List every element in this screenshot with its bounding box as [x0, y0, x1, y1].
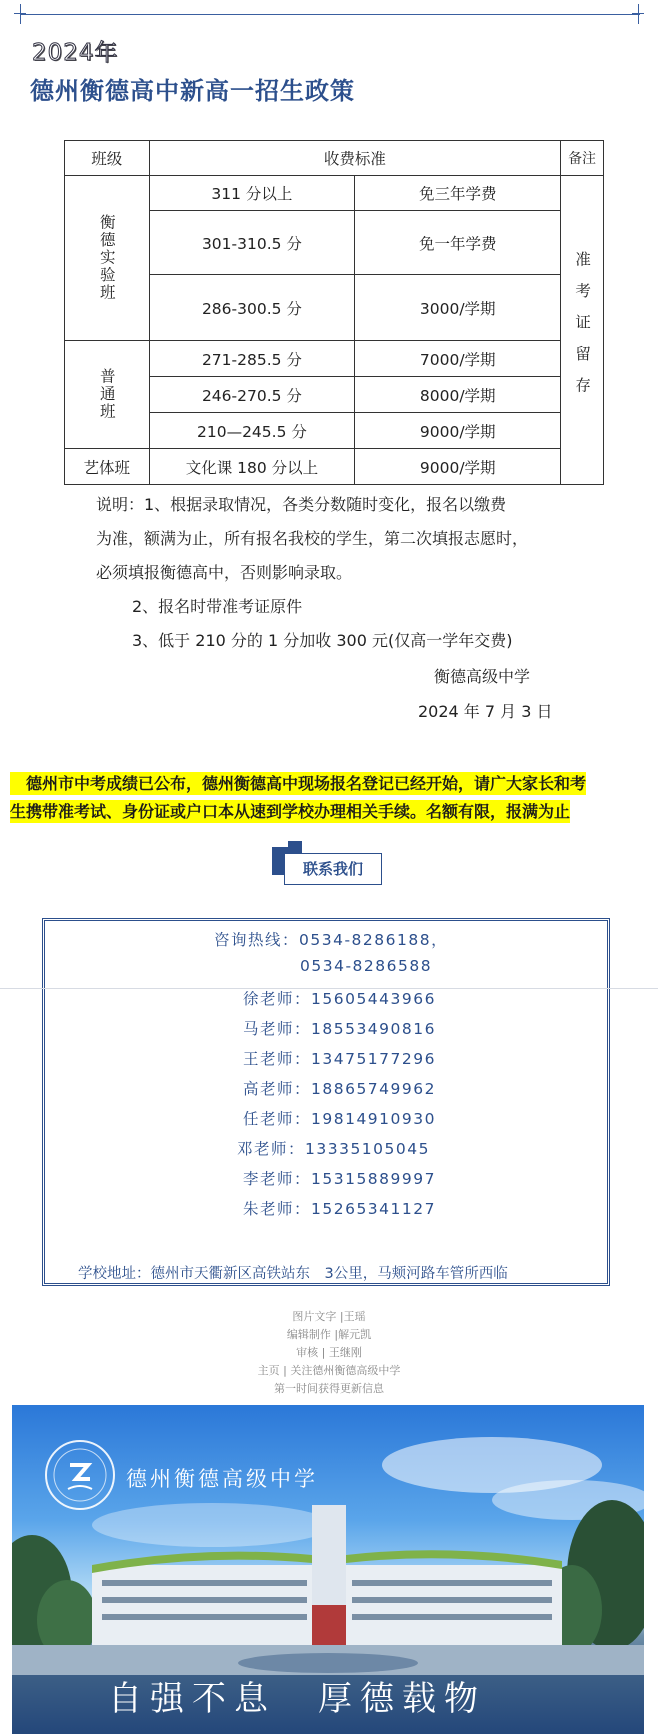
announcement-line: 生携带准考试、身份证或户口本从速到学校办理相关手续。名额有限，报满为止 — [10, 802, 571, 821]
table-header-row — [65, 141, 604, 176]
note-line: 3、低于 210 分的 1 分加收 300 元(仅高一学年交费) — [132, 631, 513, 650]
header-rule-cross-left — [14, 13, 26, 14]
fee-table — [64, 140, 604, 485]
header-rule-cross-right — [632, 13, 644, 14]
remark-label: 准考证留存 — [573, 251, 592, 409]
credit-line: 第一时间获得更新信息 — [274, 1382, 384, 1395]
banner-school-name: 德州衡德高级中学 — [126, 1467, 318, 1491]
table-row — [65, 449, 604, 485]
decor-square — [272, 863, 284, 875]
header-remark: 备注 — [561, 141, 604, 176]
remark-cell — [561, 176, 604, 485]
page-title: 德州衡德高中新高一招生政策 — [30, 77, 355, 105]
header-rule-tick-left — [20, 4, 21, 24]
credits — [0, 1308, 658, 1398]
banner-motto: 自强不息 厚德载物 — [108, 1679, 486, 1719]
hotline-line: 咨询热线：0534-8286188， — [214, 931, 449, 949]
note-line: 必须填报衡德高中，否则影响录取。 — [96, 563, 353, 582]
table-row — [65, 341, 604, 377]
school-address: 学校地址：德州市天衢新区高铁站东 3公里，马颊河路车管所西临 — [78, 1266, 508, 1282]
score-cell: 311 分以上 — [149, 176, 355, 211]
teacher-phone: 高老师：18865749962 — [243, 1080, 436, 1098]
group-art: 艺体班 — [65, 449, 150, 485]
group-regular-label: 普通班 — [97, 368, 116, 421]
note-line: 2、报名时带准考证原件 — [132, 597, 303, 616]
note-line: 为准，额满为止，所有报名我校的学生，第二次填报志愿时， — [96, 529, 529, 548]
score-cell: 文化课 180 分以上 — [149, 449, 355, 485]
fee-cell: 9000/学期 — [355, 449, 561, 485]
group-experimental-label: 衡德实验班 — [97, 214, 116, 302]
header-fee: 收费标准 — [149, 141, 561, 176]
teacher-phone: 徐老师：15605443966 — [243, 990, 436, 1008]
contact-us-button[interactable]: 联系我们 — [284, 853, 382, 885]
score-cell: 246-270.5 分 — [149, 377, 355, 413]
hotline-line-2: 0534-8286588 — [300, 957, 433, 975]
teacher-phone: 任老师：19814910930 — [243, 1110, 436, 1128]
header-rule-tick-right — [638, 4, 639, 24]
header-rule — [20, 14, 640, 15]
announcement-line: 德州市中考成绩已公布，德州衡德高中现场报名登记已经开始，请广大家长和考 — [10, 774, 587, 793]
fee-cell: 9000/学期 — [355, 413, 561, 449]
credit-line: 审核 | 王继刚 — [296, 1346, 362, 1359]
score-cell: 210—245.5 分 — [149, 413, 355, 449]
note-line: 说明：1、根据录取情况，各类分数随时变化，报名以缴费 — [96, 495, 507, 514]
decor-square — [288, 841, 302, 853]
teacher-phone: 朱老师：15265341127 — [243, 1200, 436, 1218]
fee-cell: 3000/学期 — [355, 275, 561, 341]
score-cell: 301-310.5 分 — [149, 211, 355, 275]
teacher-phone: 王老师：13475177296 — [243, 1050, 436, 1068]
announcement — [10, 770, 650, 826]
group-experimental — [65, 176, 150, 341]
fee-cell: 8000/学期 — [355, 377, 561, 413]
fee-cell: 免三年学费 — [355, 176, 561, 211]
fee-cell: 免一年学费 — [355, 211, 561, 275]
notes-block — [96, 488, 586, 658]
table-row — [65, 176, 604, 211]
credit-line: 图片文字 |王瑶 — [292, 1310, 366, 1323]
group-regular — [65, 341, 150, 449]
signature: 衡德高级中学 — [434, 667, 531, 686]
credit-line: 主页 | 关注德州衡德高级中学 — [257, 1364, 401, 1377]
signature-date: 2024 年 7 月 3 日 — [418, 702, 553, 721]
score-cell: 271-285.5 分 — [149, 341, 355, 377]
year-label: 2024年 — [32, 40, 119, 66]
school-banner — [12, 1405, 644, 1734]
school-logo — [40, 1435, 120, 1515]
teacher-phone: 李老师：15315889997 — [243, 1170, 436, 1188]
fee-cell: 7000/学期 — [355, 341, 561, 377]
header-class: 班级 — [65, 141, 150, 176]
teacher-phone: 邓老师：13335105045 — [237, 1140, 430, 1158]
teacher-phone: 马老师：18553490816 — [243, 1020, 436, 1038]
score-cell: 286-300.5 分 — [149, 275, 355, 341]
credit-line: 编辑制作 |解元凯 — [286, 1328, 372, 1341]
